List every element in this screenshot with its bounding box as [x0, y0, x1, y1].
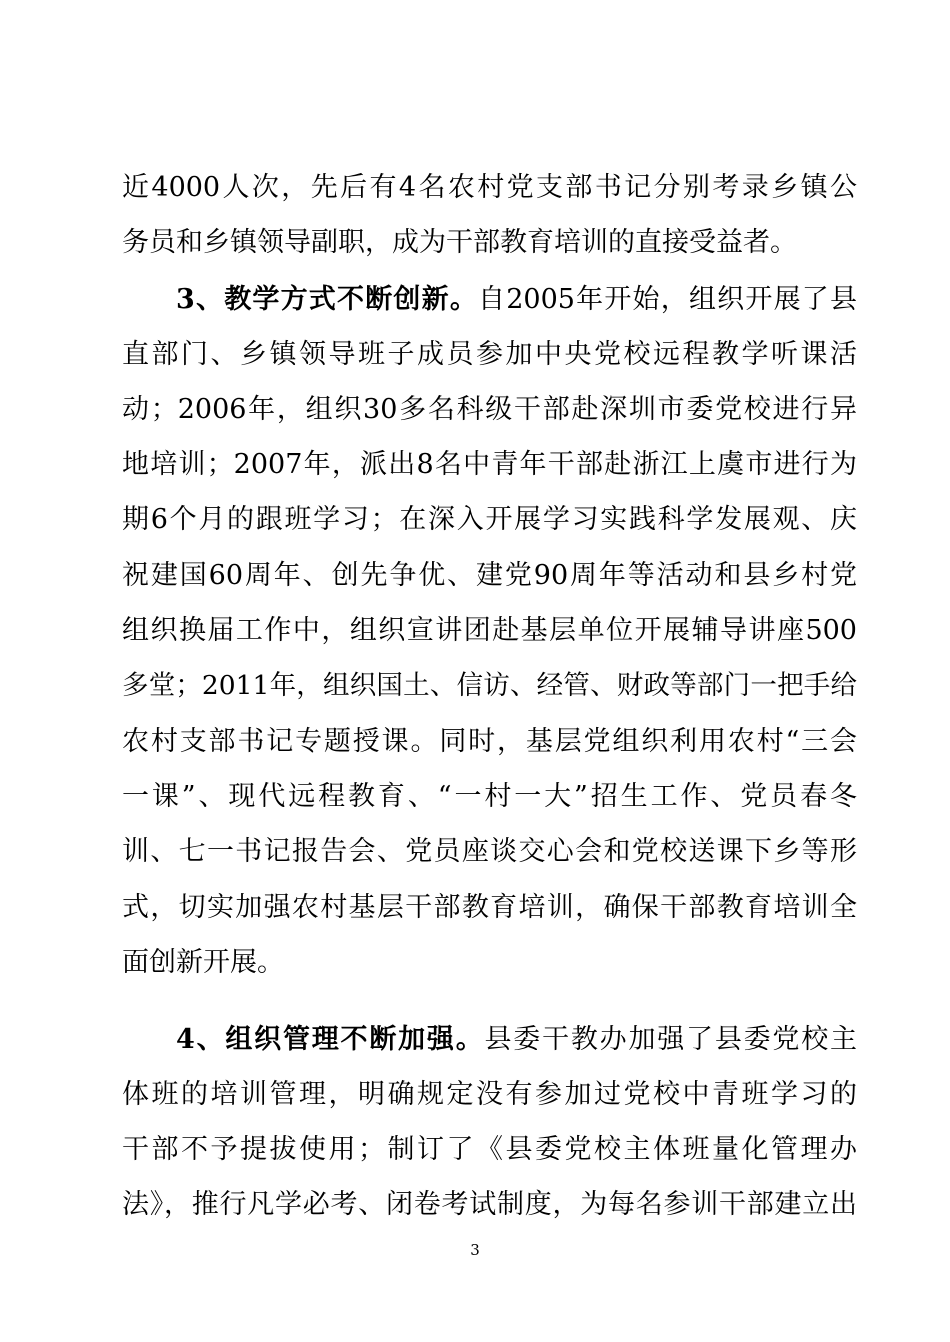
body-line: 法》，推行凡学必考、闭卷考试制度，为每名参训干部建立出 [122, 1189, 857, 1220]
body-line: 地培训；2007年，派出8名中青年干部赴浙江上虞市进行为 [122, 449, 857, 480]
body-line: 组织换届工作中，组织宣讲团赴基层单位开展辅导讲座500 [122, 615, 857, 646]
body-line: 近4000人次，先后有4名农村党支部书记分别考录乡镇公 [122, 172, 857, 203]
body-line: 训、七一书记报告会、党员座谈交心会和党校送课下乡等形 [122, 836, 857, 867]
section-heading: 4、组织管理不断加强。 [176, 1024, 485, 1055]
paragraph-first-line [176, 280, 857, 320]
paragraph-first-line [176, 1020, 857, 1060]
body-text: 县委干教办加强了县委党校主 [484, 1024, 857, 1055]
body-line: 务员和乡镇领导副职，成为干部教育培训的直接受益者。 [122, 227, 797, 258]
body-line: 式，切实加强农村基层干部教育培训，确保干部教育培训全 [122, 892, 857, 923]
body-line: 农村支部书记专题授课。同时，基层党组织利用农村“三会 [122, 726, 857, 757]
body-line: 直部门、乡镇领导班子成员参加中央党校远程教学听课活 [122, 339, 857, 370]
body-line: 体班的培训管理，明确规定没有参加过党校中青班学习的 [122, 1079, 857, 1110]
body-line: 干部不予提拔使用；制订了《县委党校主体班量化管理办 [122, 1134, 857, 1165]
body-text: 自2005年开始，组织开展了县 [478, 284, 857, 315]
body-line: 一课”、现代远程教育、“一村一大”招生工作、党员春冬 [122, 781, 857, 812]
body-line: 多堂；2011年，组织国土、信访、经管、财政等部门一把手给 [122, 670, 857, 701]
body-line: 期6个月的跟班学习；在深入开展学习实践科学发展观、庆 [122, 504, 857, 535]
body-line: 面创新开展。 [122, 947, 284, 978]
section-heading: 3、教学方式不断创新。 [176, 284, 479, 315]
page-number: 3 [470, 1241, 480, 1259]
body-line: 祝建国60周年、创先争优、建党90周年等活动和县乡村党 [122, 560, 857, 591]
body-line: 动；2006年，组织30多名科级干部赴深圳市委党校进行异 [122, 394, 857, 425]
